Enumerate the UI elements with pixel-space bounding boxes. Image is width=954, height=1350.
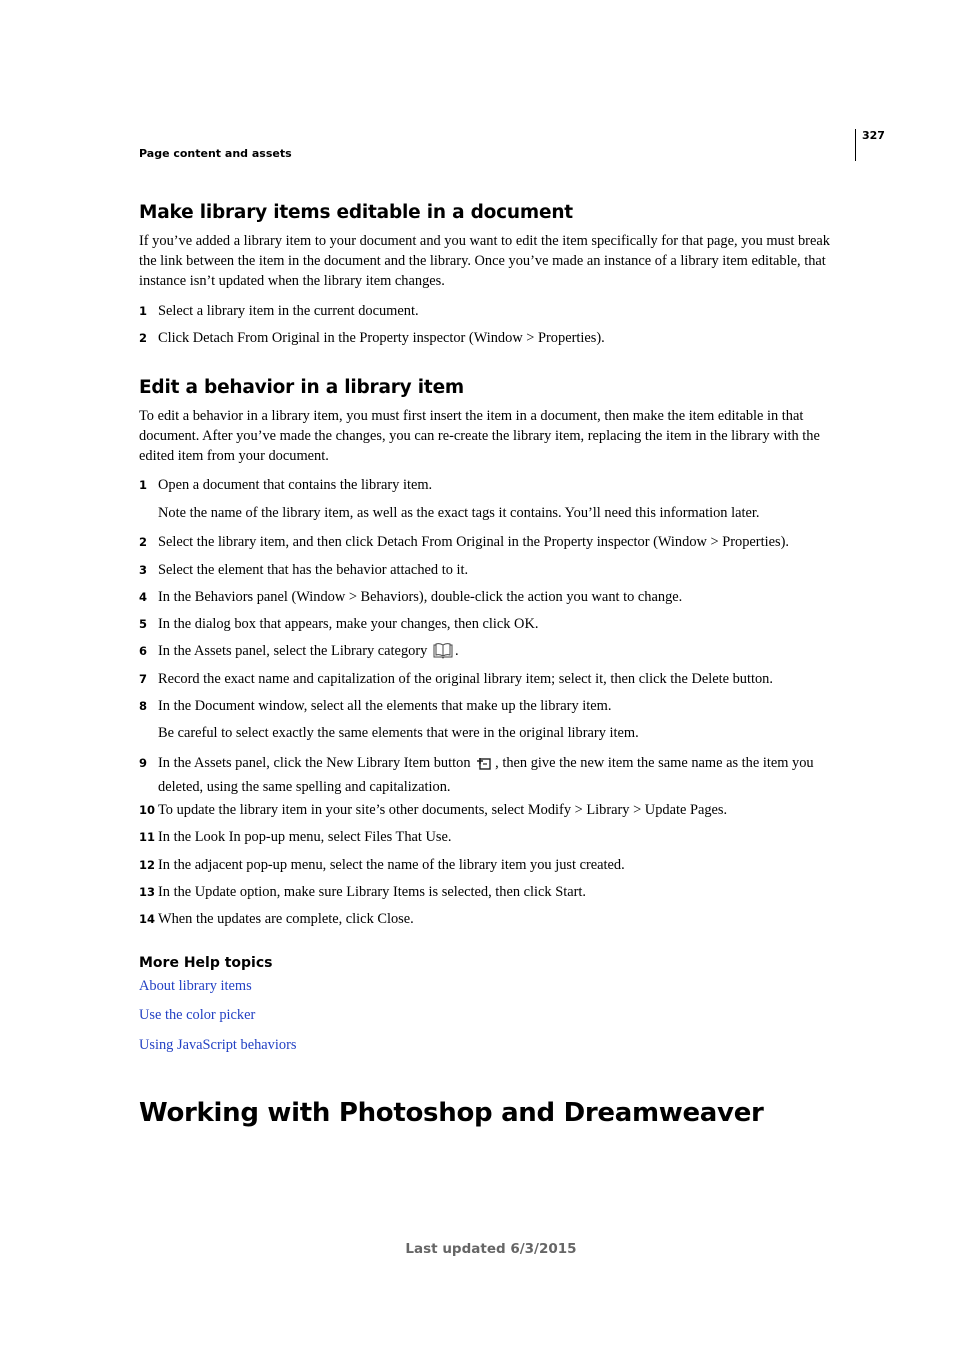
step-text: To update the library item in your site’s other documents, select Modify > Library > Update Pages. <box>158 802 728 818</box>
step-text: Select a library item in the current document. <box>158 303 419 319</box>
step-number: 10 <box>139 803 156 817</box>
step-note: Note the name of the library item, as well as the exact tags it contains. You’ll need this information later. <box>158 505 760 521</box>
step-number: 12 <box>139 858 156 872</box>
step-text: In the Assets panel, click the New Library Item button <box>158 755 471 771</box>
step-text: In the Assets panel, select the Library category <box>158 643 428 659</box>
step-note: Be careful to select exactly the same elements that were in the original library item. <box>158 725 639 741</box>
step-number: 11 <box>139 830 156 844</box>
library-book-icon <box>433 642 453 665</box>
step-text: In the Document window, select all the elements that make up the library item. <box>158 698 612 714</box>
step-text: Record the exact name and capitalization of the original library item; select it, then click the Delete button. <box>158 671 773 687</box>
section-intro-edit-behavior: To edit a behavior in a library item, you must first insert the item in a document, then make the item editable in that document. After you’ve made the changes, you can re-create the library item, replacing the item in the library with the edited item from your document. <box>139 408 820 464</box>
step-text: In the Behaviors panel (Window > Behaviors), double-click the action you want to change. <box>158 589 683 605</box>
step-number: 7 <box>139 672 148 686</box>
step-number: 2 <box>139 535 148 549</box>
step-number: 1 <box>139 304 148 318</box>
help-link-about-library-items[interactable]: About library items <box>139 978 252 994</box>
step-text: In the Update option, make sure Library Items is selected, then click Start. <box>158 884 586 900</box>
step-text: Open a document that contains the library item. <box>158 477 433 493</box>
footer <box>0 1241 954 1257</box>
running-head: Page content and assets <box>139 147 292 160</box>
step-number: 13 <box>139 885 156 899</box>
step-text: Click Detach From Original in the Property inspector (Window > Properties). <box>158 330 605 346</box>
step-text: In the dialog box that appears, make your changes, then click OK. <box>158 616 539 632</box>
step-number: 8 <box>139 699 148 713</box>
page-number: 327 <box>862 129 885 142</box>
step-text: Select the library item, and then click Detach From Original in the Property inspector (Window > Properties). <box>158 534 789 550</box>
help-link-color-picker[interactable]: Use the color picker <box>139 1007 256 1023</box>
section-intro-make-editable: If you’ve added a library item to your document and you want to edit the item specifically for that page, you must break the link between the item in the document and the library. Once you’ve made an instance of a library item editable, that instance isn’t updated when the library item changes. <box>139 233 830 289</box>
step-text: In the adjacent pop-up menu, select the name of the library item you just created. <box>158 857 625 873</box>
step-text-after: . <box>454 643 459 659</box>
step-text-wrapper <box>158 753 851 797</box>
step-number: 1 <box>139 478 148 492</box>
step-number: 9 <box>139 756 148 770</box>
step-text-wrapper <box>158 641 851 665</box>
step-number: 4 <box>139 590 148 604</box>
step-text: Select the element that has the behavior attached to it. <box>158 562 469 578</box>
step-text: In the Look In pop-up menu, select Files That Use. <box>158 829 452 845</box>
step-number: 2 <box>139 331 148 345</box>
step-number: 14 <box>139 912 156 926</box>
step-text-after: , then give the new item the same name as the item you deleted, using the same spelling and capitalization. <box>158 755 814 795</box>
help-link-javascript-behaviors[interactable]: Using JavaScript behaviors <box>139 1037 297 1053</box>
section-title-make-editable: Make library items editable in a document <box>139 202 573 223</box>
step-number: 5 <box>139 617 148 631</box>
header-rule <box>855 129 856 161</box>
last-updated: Last updated 6/3/2015 <box>405 1241 577 1257</box>
section-title-edit-behavior: Edit a behavior in a library item <box>139 377 464 398</box>
help-topics-title: More Help topics <box>139 955 273 971</box>
new-library-item-icon <box>476 754 493 777</box>
chapter-title: Working with Photoshop and Dreamweaver <box>139 1098 764 1128</box>
step-text: When the updates are complete, click Close. <box>158 911 414 927</box>
step-number: 3 <box>139 563 148 577</box>
step-number: 6 <box>139 644 148 658</box>
